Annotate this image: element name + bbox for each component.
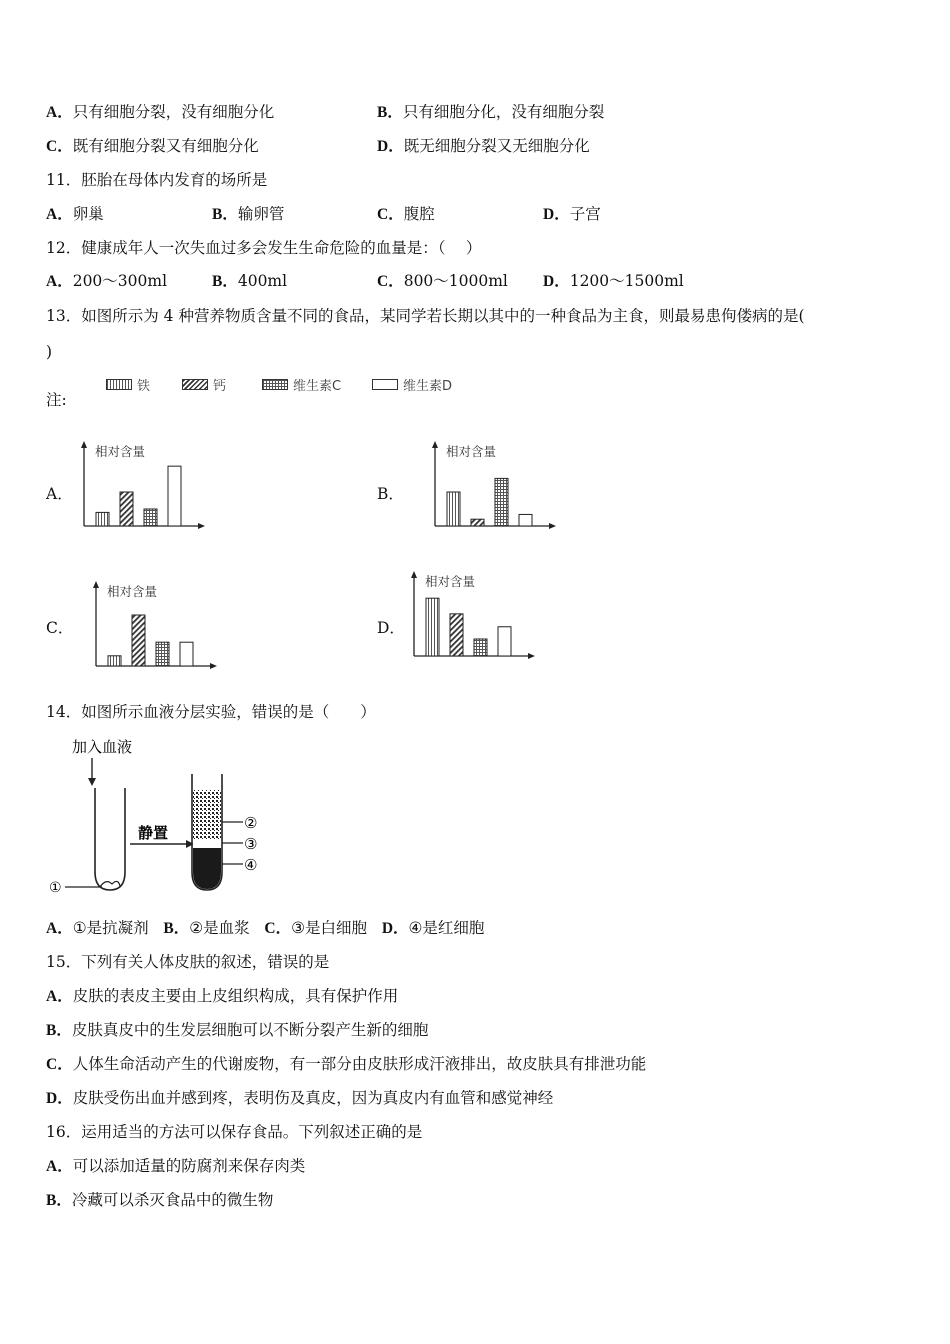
q16-stem: 16．运用适当的方法可以保存食品。下列叙述正确的是 <box>46 1123 423 1141</box>
q12-option-d: D．1200～1500ml <box>543 272 684 290</box>
q11-option-b: B．输卵管 <box>212 205 285 223</box>
bar-calcium <box>450 614 463 656</box>
chart-svg <box>74 438 209 534</box>
q15-option-a: A．皮肤的表皮主要由上皮组织构成，具有保护作用 <box>46 987 399 1005</box>
q10-option-a: A．只有细胞分裂，没有细胞分化 <box>46 103 275 121</box>
q15-stem: 15．下列有关人体皮肤的叙述，错误的是 <box>46 953 330 971</box>
q14-options: A．①是抗凝剂 B．②是血浆 C．③是白细胞 D．④是红细胞 <box>46 919 485 937</box>
q11-option-c: C．腹腔 <box>377 205 435 223</box>
bar-vitamin-c <box>156 642 169 666</box>
white-cell-layer <box>193 840 221 848</box>
plasma-layer <box>193 790 221 840</box>
bar-vitamin-d <box>519 514 532 526</box>
y-axis-label: 相对含量 <box>446 444 497 459</box>
q14-stem: 14．如图所示血液分层实验，错误的是（ ） <box>46 703 376 721</box>
bar-vitamin-d <box>168 466 181 526</box>
q13-option-c-label: C． <box>46 619 74 637</box>
chart-svg <box>404 568 539 664</box>
stand-label: 静置 <box>138 824 169 842</box>
marker-3: ③ <box>244 835 258 853</box>
chart-svg <box>86 578 221 674</box>
blood-layering-figure <box>40 732 280 900</box>
q13-option-a-label: A． <box>46 485 73 503</box>
q10-option-b: B．只有细胞分化，没有细胞分裂 <box>377 103 605 121</box>
q11-option-a: A．卵巢 <box>46 205 104 223</box>
q15-option-d: D．皮肤受伤出血并感到疼，表明伤及真皮，因为真皮内有血管和感觉神经 <box>46 1089 554 1107</box>
add-blood-label: 加入血液 <box>72 738 133 756</box>
q11-stem: 11．胚胎在母体内发育的场所是 <box>46 171 268 189</box>
bar-iron <box>96 512 109 526</box>
q16-option-b: B．冷藏可以杀灭食品中的微生物 <box>46 1191 274 1209</box>
y-axis-label: 相对含量 <box>425 574 476 589</box>
bar-vitamin-c <box>474 639 487 656</box>
legend-swatch-calcium <box>182 379 208 390</box>
y-axis-arrow <box>93 581 99 588</box>
q12-stem: 12．健康成年人一次失血过多会发生生命危险的血量是：（ ） <box>46 239 482 257</box>
q13-option-b-label: B． <box>377 485 404 503</box>
q16-option-a: A．可以添加适量的防腐剂来保存肉类 <box>46 1157 306 1175</box>
q13-stem: 13．如图所示为 4 种营养物质含量不同的食品，某同学若长期以其中的一种食品为主食，则最易患佝偻病的是( <box>46 307 805 325</box>
q13-note-label: 注: <box>46 391 67 409</box>
x-axis-arrow <box>198 523 205 529</box>
marker-1: ① <box>49 880 62 896</box>
bar-vitamin-d <box>498 627 511 656</box>
chart-c <box>86 578 221 674</box>
q15-option-b: B．皮肤真皮中的生发层细胞可以不断分裂产生新的细胞 <box>46 1021 429 1039</box>
y-axis-arrow <box>81 441 87 448</box>
y-axis-arrow <box>411 571 417 578</box>
chart-d <box>404 568 539 664</box>
add-blood-arrowhead <box>88 778 96 786</box>
q12-option-c: C．800～1000ml <box>377 272 508 290</box>
q15-option-c: C．人体生命活动产生的代谢废物，有一部分由皮肤形成汗液排出，故皮肤具有排泄功能 <box>46 1055 647 1073</box>
bar-vitamin-c <box>495 478 508 526</box>
y-axis-label: 相对含量 <box>107 584 158 599</box>
marker-4: ④ <box>244 856 258 874</box>
q10-option-d: D．既无细胞分裂又无细胞分化 <box>377 137 590 155</box>
marker-2: ② <box>244 814 258 832</box>
q13-stem-cont: ) <box>46 343 53 361</box>
chart-b <box>425 438 560 534</box>
chart-svg <box>425 438 560 534</box>
q12-option-b: B．400ml <box>212 272 288 290</box>
x-axis-arrow <box>210 663 217 669</box>
legend-swatch-vitamin-d <box>372 379 398 390</box>
anticoagulant-squiggle <box>100 881 120 887</box>
q13-legend: 铁 钙 维生素C 维生素D <box>106 375 486 395</box>
x-axis-arrow <box>549 523 556 529</box>
bar-vitamin-c <box>144 509 157 526</box>
tube-before <box>95 788 125 890</box>
bar-calcium <box>120 492 133 526</box>
red-cell-layer <box>193 848 221 889</box>
y-axis-arrow <box>432 441 438 448</box>
chart-a <box>74 438 214 534</box>
bar-vitamin-d <box>180 642 193 666</box>
q12-option-a: A．200～300ml <box>46 272 168 290</box>
bar-iron <box>108 656 121 666</box>
legend-swatch-vitamin-c <box>262 379 288 390</box>
q13-option-d-label: D． <box>377 619 405 637</box>
bar-calcium <box>471 519 484 526</box>
x-axis-arrow <box>528 653 535 659</box>
q10-option-c: C．既有细胞分裂又有细胞分化 <box>46 137 259 155</box>
y-axis-label: 相对含量 <box>95 444 146 459</box>
bar-iron <box>447 492 460 526</box>
bar-calcium <box>132 615 145 666</box>
legend-swatch-iron <box>106 379 132 390</box>
bar-iron <box>426 598 439 656</box>
q11-option-d: D．子宫 <box>543 205 601 223</box>
